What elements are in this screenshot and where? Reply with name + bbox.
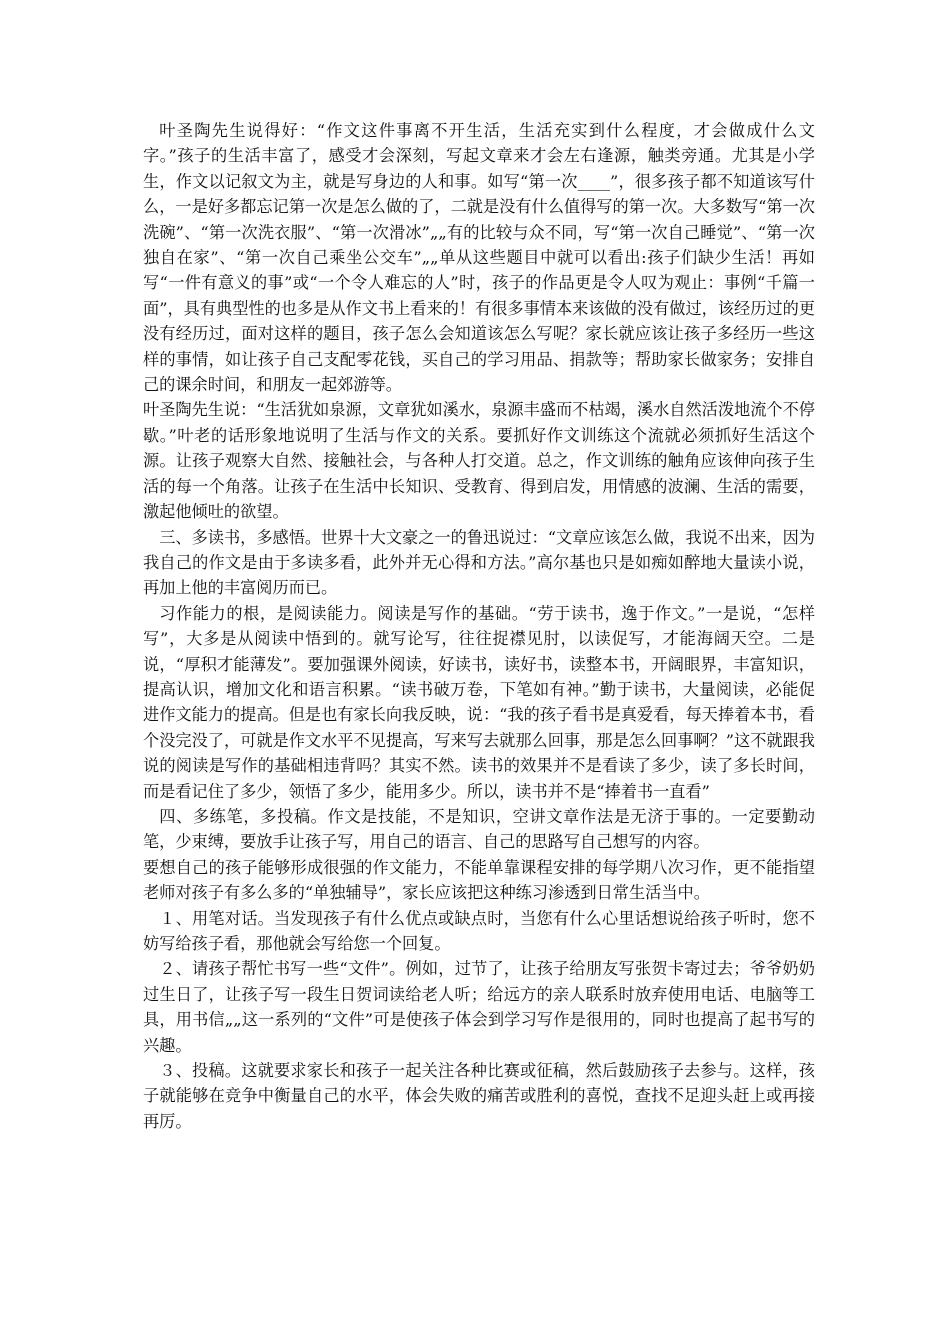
paragraph-daily-practice: 要想自己的孩子能够形成很强的作文能力，不能单靠课程安排的每学期八次习作，更不能指望老师对孩子有多么多的“单独辅导”，家长应该把这种练习渗透到日常生活当中。 (143, 857, 815, 903)
paragraph-item-one: １、用笔对话。当发现孩子有什么优点或缺点时，当您有什么心里话想说给孩子听时，您不妨写给孩子看，那他就会写给您一个回复。 (143, 908, 815, 953)
paragraph-spring-analogy: 叶圣陶先生说：“生活犹如泉源，文章犹如溪水，泉源丰盛而不枯竭，溪水自然活泼地流个不停歇。”叶老的话形象地说明了生活与作文的关系。要抓好作文训练这个流就必须抓好生活这个源。让孩子观察大自然、接触社会，与各种人打交道。总之，作文训练的触角应该伸向孩子生活的每一个角落。让孩子在生活中长知识、受教育、得到启发，用情感的波澜、生活的需要，激起他倾吐的欲望。 (143, 400, 815, 522)
paragraph-section-three-reading: 三、多读书，多感悟。世界十大文豪之一的鲁迅说过：“文章应该怎么做，我说不出来，因为我自己的作文是由于多读多看，此外并无心得和方法。”高尔基也只是如痴如醉地大量读小说，再加上他的丰富阅历而已。 (143, 527, 815, 598)
paragraph-item-three: ３、投稿。这就要求家长和孩子一起关注各种比赛或征稿，然后鼓励孩子去参与。这样，孩子就能够在竞争中衡量自己的水平，体会失败的痛苦或胜利的喜悦，查找不足迎头赶上或再接再厉。 (143, 1061, 815, 1131)
paragraph-section-four-writing: 四、多练笔，多投稿。作文是技能，不是知识，空讲文章作法是无济于事的。一定要勤动笔，少束缚，要放手让孩子写，用自己的语言、自己的思路写自己想写的内容。 (143, 806, 815, 852)
paragraph-item-two: ２、请孩子帮忙书写一些“文件”。例如，过节了，让孩子给朋友写张贺卡寄过去；爷爷奶奶过生日了，让孩子写一段生日贺词读给老人听；给远方的亲人联系时放弃使用电话、电脑等工具，用书信„„这一系列的“文件”可是使孩子体会到学习写作是很用的，同时也提高了起书写的兴趣。 (143, 959, 815, 1055)
paragraph-life-source: 叶圣陶先生说得好：“作文这件事离不开生活，生活充实到什么程度，才会做成什么文字。”孩子的生活丰富了，感受才会深刻，写起文章来才会左右逢源，触类旁通。尤其是小学生，作文以记叙文为主，就是写身边的人和事。如写“第一次____”，很多孩子都不知道该写什么，一是好多都忘记第一次是怎么做的了，二就是没有什么值得写的第一次。大多数写“第一次洗碗”、“第一次洗衣服”、“第一次滑冰”„„有的比较与众不同，写“第一次自己睡觉”、“第一次独自在家”、“第一次自己乘坐公交车”„„单从这些题目中就可以看出:孩子们缺少生活！再如写“一件有意义的事”或“一个令人难忘的人”时，孩子的作品更是令人叹为观止：事例“千篇一面”，具有典型性的也多是从作文书上看来的！有很多事情本来该做的没有做过，该经历过的更没有经历过，面对这样的题目，孩子怎么会知道该怎么写呢？家长就应该让孩子多经历一些这样的事情，如让孩子自己支配零花钱，买自己的学习用品、捐款等；帮助家长做家务；安排自己的课余时间，和朋友一起郊游等。 (143, 121, 815, 395)
document-body (143, 118, 815, 1134)
paragraph-reading-ability: 习作能力的根，是阅读能力。阅读是写作的基础。“劳于读书，逸于作文。”一是说，“怎样写”，大多是从阅读中悟到的。就写论写，往往捉襟见肘，以读促写，才能海阔天空。二是说，“厚积才能薄发”。要加强课外阅读，好读书，读好书，读整本书，开阔眼界，丰富知识，提高认识，增加文化和语言积累。“读书破万卷，下笔如有神。”勤于读书，大量阅读，必能促进作文能力的提高。但是也有家长向我反映，说：“我的孩子看书是真爱看，每天捧着本书，看个没完没了，可就是作文水平不见提高，写来写去就那么回事，那是怎么回事啊？”这不就跟我说的阅读是写作的基础相违背吗？其实不然。读书的效果并不是看读了多少，读了多长时间，而是看记住了多少，领悟了多少，能用多少。所以，读书并不是“捧着书一直看” (143, 603, 815, 801)
